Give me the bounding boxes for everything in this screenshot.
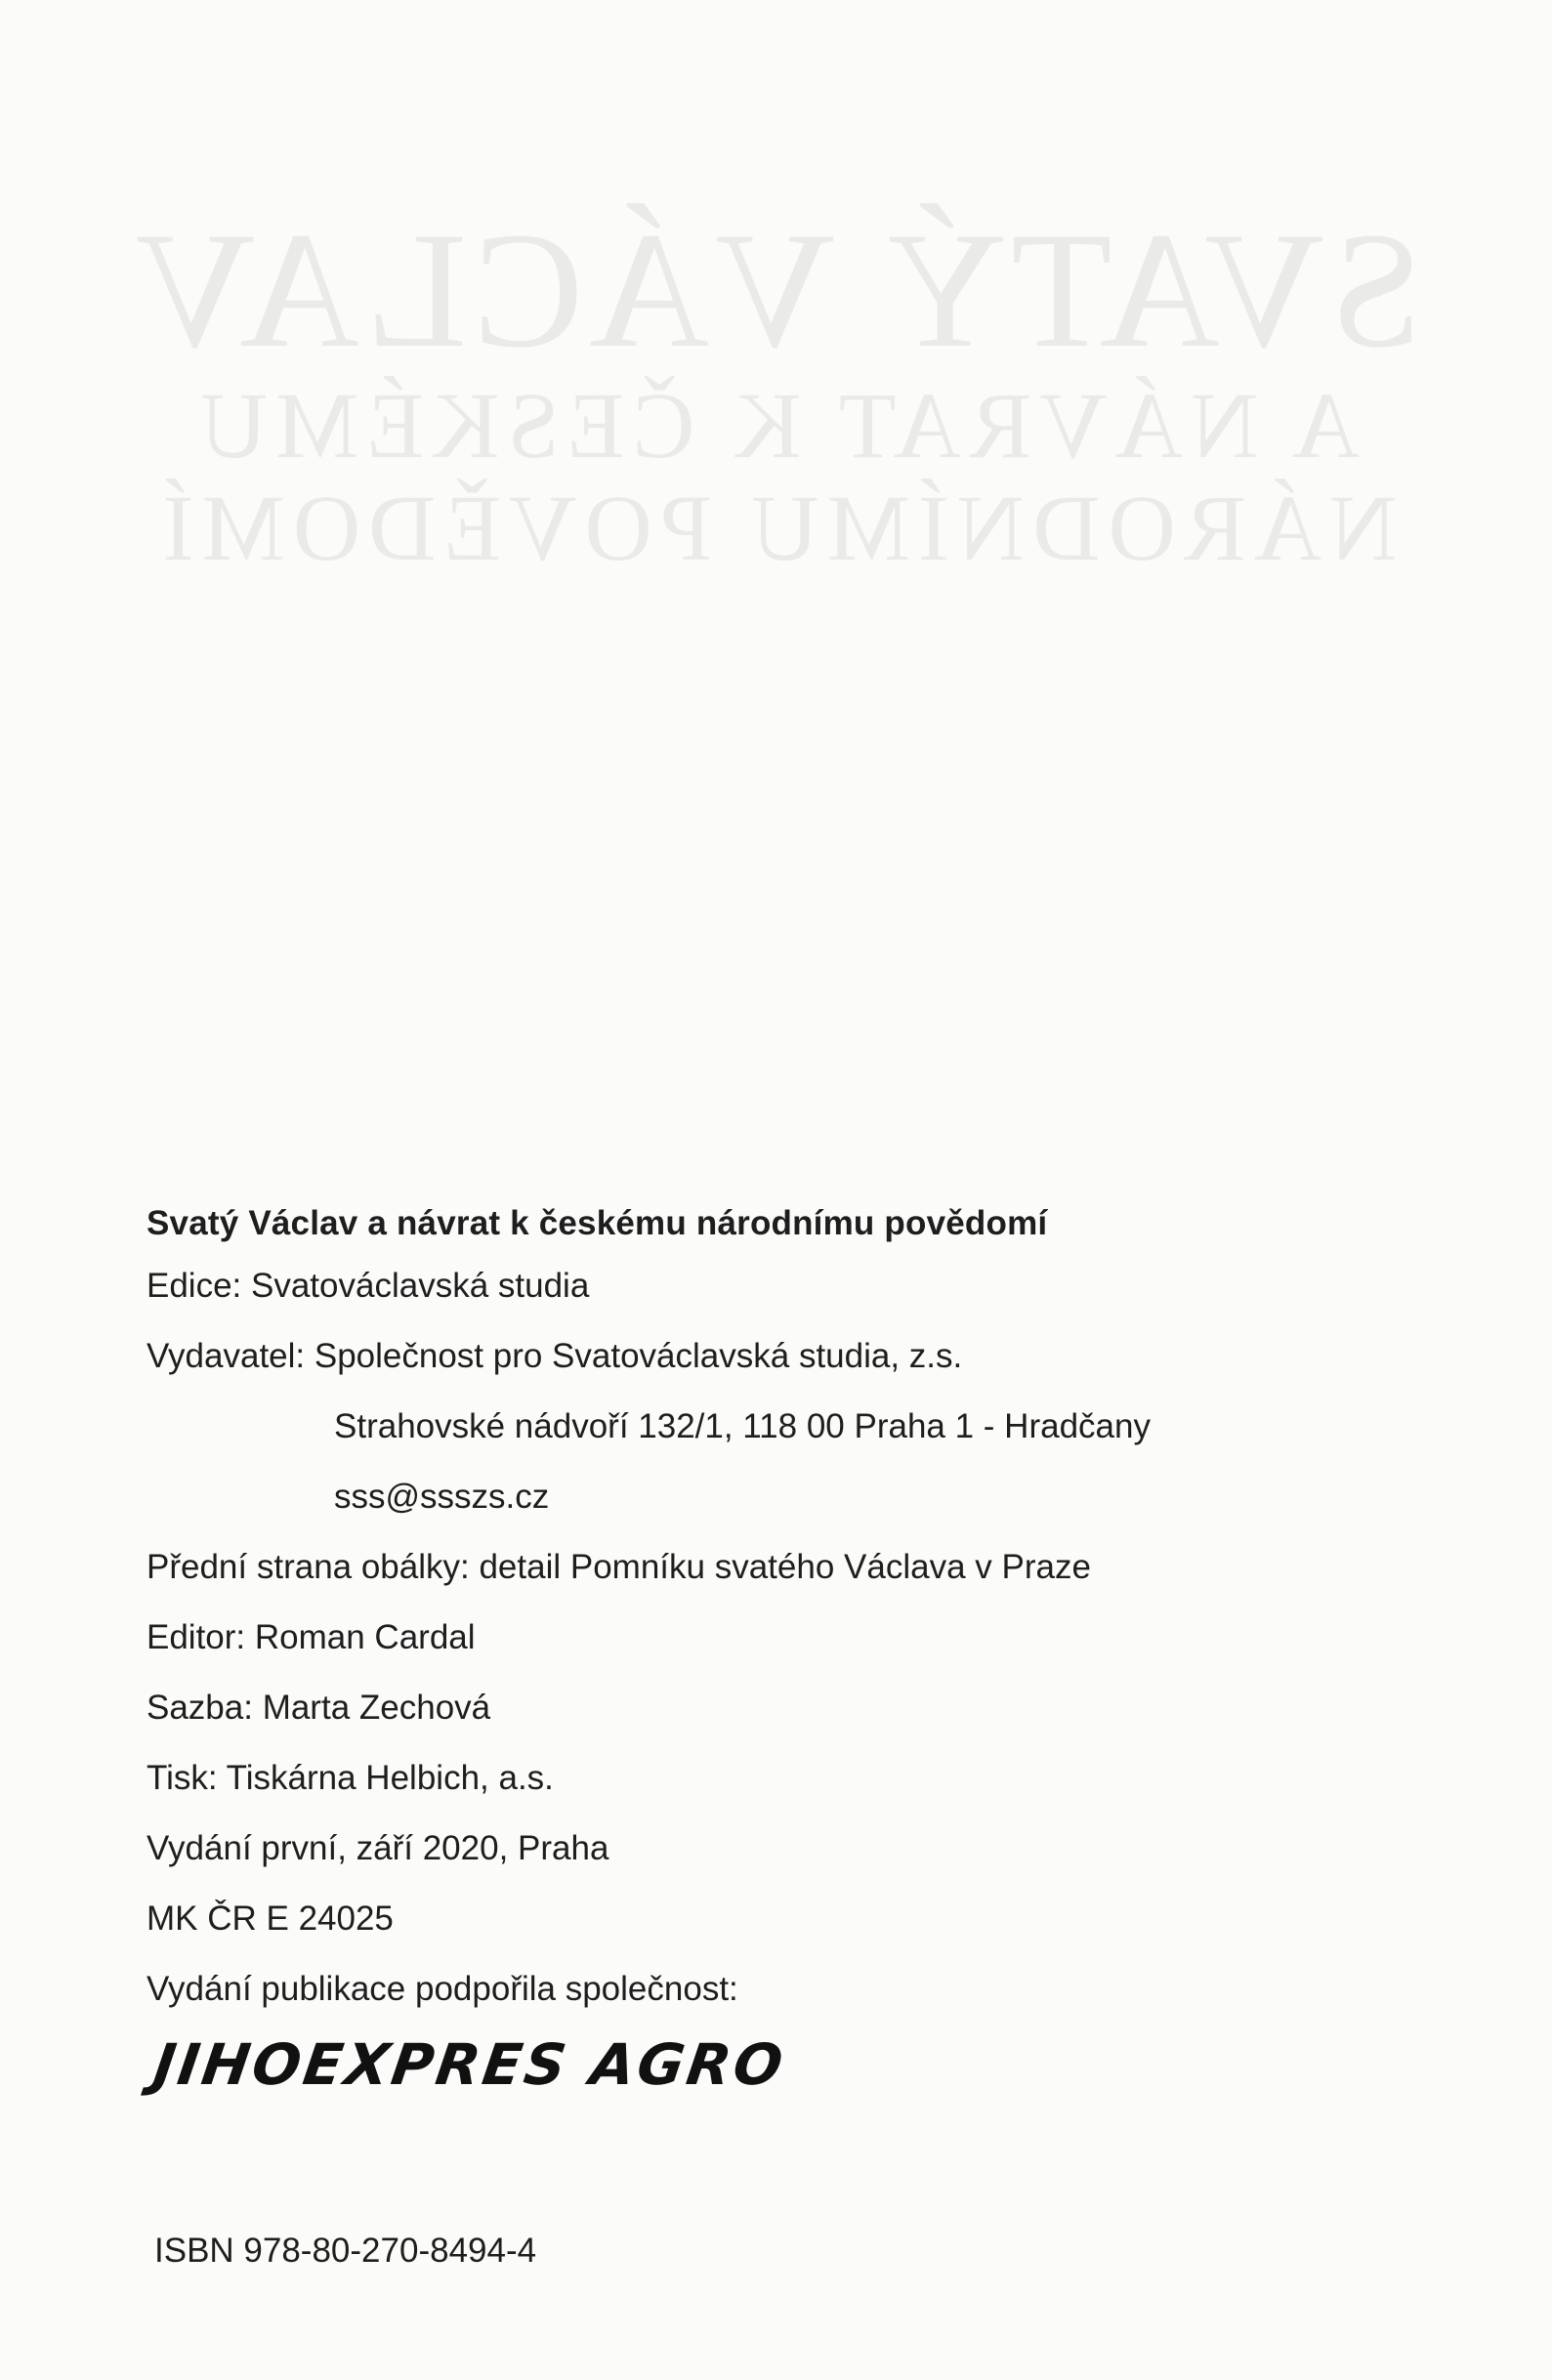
book-title: Svatý Václav a návrat k českému národnímu povědomí [147, 1204, 1048, 1242]
colophon-block [147, 1196, 1416, 2025]
cover-credit-line: Přední strana obálky: detail Pomníku svatého Václava v Praze [147, 1548, 1091, 1586]
publisher-line: Vydavatel: Společnost pro Svatováclavská studia, z.s. [147, 1337, 963, 1375]
sponsor-label: Vydání publikace podpořila společnost: [147, 1970, 738, 2008]
edition-line: Edice: Svatováclavská studia [147, 1267, 590, 1305]
publisher-address: Strahovské nádvoří 132/1, 118 00 Praha 1 - Hradčany [334, 1407, 1151, 1445]
release-line: Vydání první, září 2020, Praha [147, 1829, 609, 1867]
bleed-through-title-line: A NÁVRAT K ČESKÉMU [191, 373, 1361, 478]
editor-line: Editor: Roman Cardal [147, 1618, 476, 1656]
bleed-through-title-line: NÁRODNÍMU POVĚDOMÍ [154, 476, 1398, 580]
sponsor-logo: JIHOEXPRES AGRO [149, 2031, 790, 2098]
print-line: Tisk: Tiskárna Helbich, a.s. [147, 1759, 554, 1797]
bleed-through-title-line: SVATÝ VÁCLAV [129, 198, 1423, 382]
typesetting-line: Sazba: Marta Zechová [147, 1689, 491, 1727]
publisher-email: sss@ssszs.cz [334, 1478, 550, 1516]
registration-line: MK ČR E 24025 [147, 1900, 394, 1938]
isbn-line: ISBN 978-80-270-8494-4 [154, 2232, 537, 2270]
